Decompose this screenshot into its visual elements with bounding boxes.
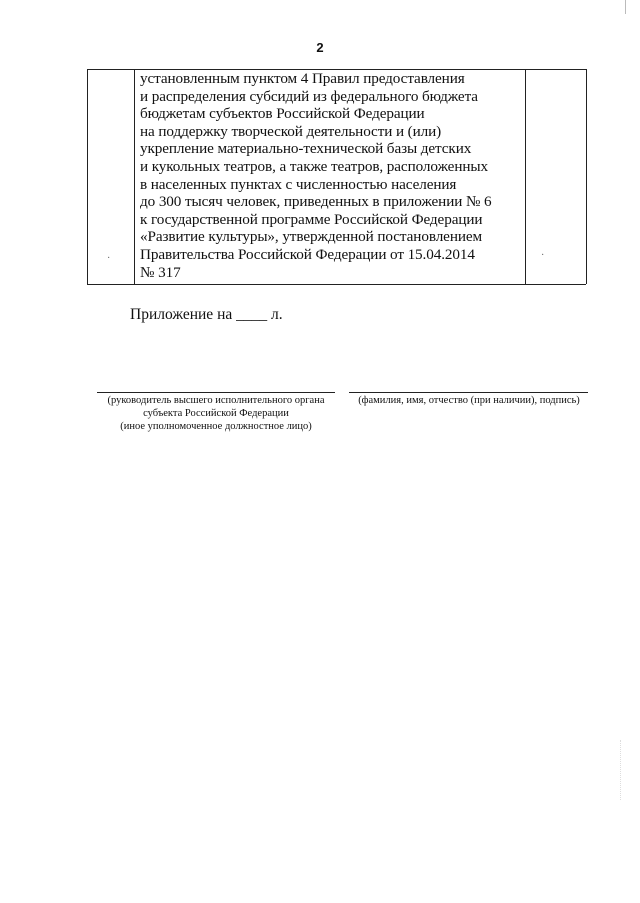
cell-line: до 300 тысяч человек, приведенных в приложении № 6 <box>140 193 492 211</box>
scan-edge-mark <box>625 0 626 14</box>
cell-line: к государственной программе Российской Федерации <box>140 210 483 228</box>
signature-line-position <box>97 392 335 393</box>
cell-line: в населенных пунктах с численностью населения <box>140 175 457 193</box>
scan-edge-mark <box>620 740 621 800</box>
scan-speck: · <box>541 250 545 261</box>
table-border-right <box>586 69 587 284</box>
cell-line: и распределения субсидий из федерального бюджета <box>140 87 478 105</box>
table-column-divider-2 <box>525 69 526 284</box>
cell-line: бюджетам субъектов Российской Федерации <box>140 105 425 123</box>
cell-line: на поддержку творческой деятельности и (или) <box>140 122 442 140</box>
signature-line-name <box>349 392 588 393</box>
scan-speck: · <box>107 253 111 264</box>
signature-caption-name <box>348 394 590 407</box>
caption-line: (фамилия, имя, отчество (при наличии), подпись) <box>358 395 580 406</box>
cell-line: Правительства Российской Федерации от 15.04.2014 <box>140 245 475 263</box>
caption-line: (руководитель высшего исполнительного органа <box>107 395 325 406</box>
caption-line: (иное уполномоченное должностное лицо) <box>120 421 312 432</box>
table-cell-text <box>140 70 525 281</box>
cell-line: укрепление материально-технической базы детских <box>140 140 472 158</box>
appendix-line: Приложение на ____ л. <box>130 306 283 323</box>
caption-line: субъекта Российской Федерации <box>143 408 289 419</box>
cell-line: «Развитие культуры», утвержденной постановлением <box>140 228 483 246</box>
cell-line: установленным пунктом 4 Правил предоставления <box>140 70 465 87</box>
cell-line: № 317 <box>140 263 181 281</box>
cell-line: и кукольных театров, а также театров, расположенных <box>140 157 488 175</box>
table-border-left <box>87 69 88 284</box>
signature-caption-position <box>95 394 337 433</box>
table-column-divider-1 <box>134 69 135 284</box>
page-number: 2 <box>316 40 324 55</box>
